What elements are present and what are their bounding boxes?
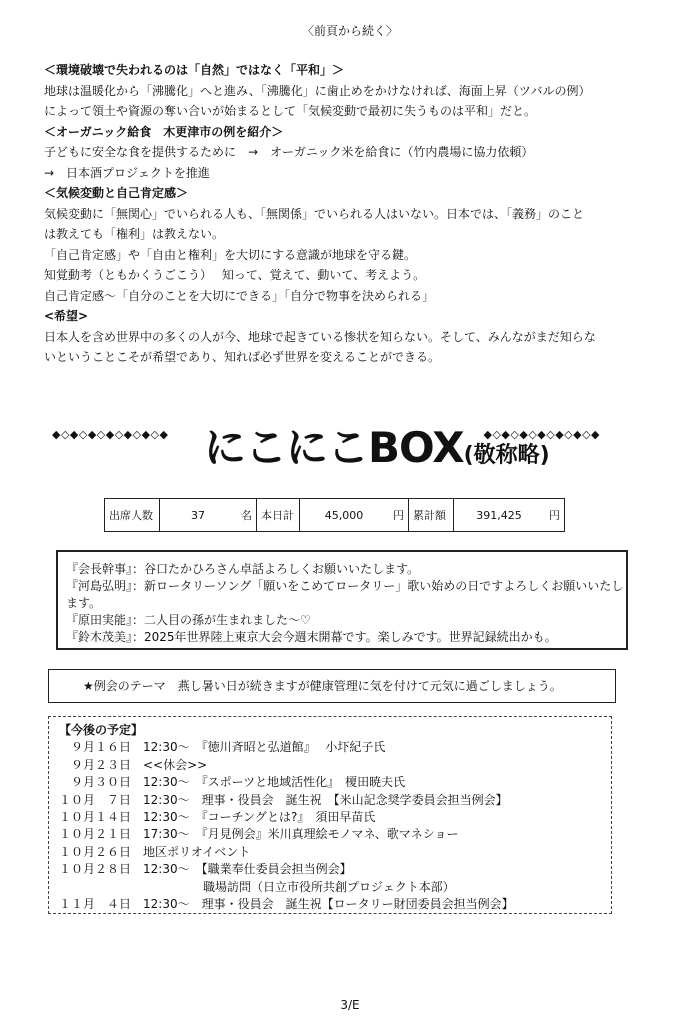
banner-title-sub: (敬称略) bbox=[463, 443, 550, 468]
member-message: 『原田実能』：二人目の孫が生まれました～♡ bbox=[66, 613, 311, 627]
schedule-line: １０月２８日 12:30～ 【職業奉仕委員会担当例会】 bbox=[59, 862, 352, 877]
section-heading: ＜気候変動と自己肯定感＞ bbox=[44, 186, 189, 200]
total-label: 累計額 bbox=[409, 499, 454, 532]
upcoming-schedule-box bbox=[48, 716, 612, 914]
total-unit: 円 bbox=[544, 499, 565, 532]
body-line: 「自己肯定感」や「自由と権利」を大切にする意識が地球を守る鍵。 bbox=[44, 247, 417, 262]
schedule-line: ９月１６日 12:30～ 『徳川斉昭と弘道館』 小圷紀子氏 bbox=[59, 740, 386, 755]
section-heading: ＜オーガニック給食 木更津市の例を紹介＞ bbox=[44, 124, 284, 139]
body-line: → 日本酒プロジェクトを推進 bbox=[44, 165, 210, 180]
today-unit: 円 bbox=[388, 499, 409, 532]
schedule-line: ９月３０日 12:30～ 『スポーツと地域活性化』 榎田暁夫氏 bbox=[59, 775, 406, 790]
schedule-line: １０月２６日 地区ポリオイベント bbox=[59, 844, 251, 859]
body-line: 知覚動考（ともかくうごこう） 知って、覚えて、動いて、考えよう。 bbox=[44, 268, 426, 282]
body-line: は教えても「権利」は教えない。 bbox=[44, 227, 225, 241]
member-message: 『鈴木茂美』：2025年世界陸上東京大会今週末開幕です。楽しみです。世界記録続出かも。 bbox=[66, 630, 557, 644]
total-value: 391,425 bbox=[454, 499, 545, 532]
body-line: 地球は温暖化から「沸騰化」へと進み、「沸騰化」に歯止めをかけなければ、海面上昇（ツバルの例） bbox=[44, 83, 591, 98]
decorative-diamonds-right: ◆◇◆◇◆◇◆◇◆◇◆◇◆ bbox=[483, 428, 600, 441]
schedule-line: １１月 ４日 12:30～ 理事・役員会 誕生祝【ロータリー財団委員会担当例会】 bbox=[59, 897, 514, 912]
member-messages-box bbox=[56, 550, 628, 650]
banner-title-main: にこにこBOX bbox=[204, 423, 464, 472]
attend-unit: 名 bbox=[236, 499, 257, 532]
page-number: 3/E bbox=[340, 998, 360, 1012]
body-line: によって領土や資源の奪い合いが始まるとして「気候変動で最初に失うものは平和」だと。 bbox=[44, 104, 537, 118]
schedule-line: ９月２３日 <<休会>> bbox=[59, 757, 208, 772]
niconico-box-banner bbox=[52, 403, 600, 473]
section-heading: ＜環境破壊で失われるのは「自然」ではなく「平和」＞ bbox=[44, 63, 345, 77]
member-message: 『河島弘明』：新ロータリーソング「願いをこめてロータリー」歌い始めの日ですよろしくお願いいたします。 bbox=[66, 579, 624, 610]
section-heading: <希望> bbox=[44, 309, 89, 323]
schedule-line: 職場訪問（日立市役所共創プロジェクト本部） bbox=[59, 879, 455, 894]
body-line: 自己肯定感～「自分のことを大切にできる」「自分で物事を決められる」 bbox=[44, 288, 435, 303]
body-line: 子どもに安全な食を提供するために → オーガニック米を給食に（竹内農場に協力依頼） bbox=[44, 145, 534, 159]
banner-title bbox=[204, 415, 550, 475]
today-value: 45,000 bbox=[300, 499, 389, 532]
member-message: 『会長幹事』：谷口たかひろさん卓話よろしくお願いいたします。 bbox=[66, 562, 420, 576]
body-text bbox=[44, 60, 664, 368]
today-label: 本日計 bbox=[257, 499, 300, 532]
meeting-theme-box: ★例会のテーマ 燕し暑い日が続きますが健康管理に気を付けて元気に過ごしましょう。 bbox=[48, 669, 616, 703]
schedule-line: １０月１４日 12:30～ 『コーチングとは?』 須田早苗氏 bbox=[59, 810, 376, 825]
attend-label: 出席人数 bbox=[105, 499, 160, 532]
body-line: 気候変動に「無関心」でいられる人も、「無関係」でいられる人はいない。日本では、「義務」のこと bbox=[44, 206, 585, 221]
schedule-line: １０月２１日 17:30～ 『月見例会』米川真理絵モノマネ、歌マネショー bbox=[59, 827, 459, 842]
continued-note: 〈前頁から続く〉 bbox=[301, 24, 398, 38]
schedule-title: 【今後の予定】 bbox=[59, 723, 144, 737]
body-line: 日本人を含め世界中の多くの人が今、地球で起きている惨状を知らない。そして、みんながまだ知らな bbox=[44, 329, 596, 344]
attendance-stats-table bbox=[104, 498, 565, 532]
schedule-line: １０月 ７日 12:30～ 理事・役員会 誕生祝 【米山記念奨学委員会担当例会】 bbox=[59, 792, 508, 807]
decorative-diamonds-left: ◆◇◆◇◆◇◆◇◆◇◆◇◆ bbox=[52, 428, 169, 441]
attend-value: 37 bbox=[160, 499, 237, 532]
body-line: いということこそが希望であり、知れば必ず世界を変えることができる。 bbox=[44, 350, 441, 364]
